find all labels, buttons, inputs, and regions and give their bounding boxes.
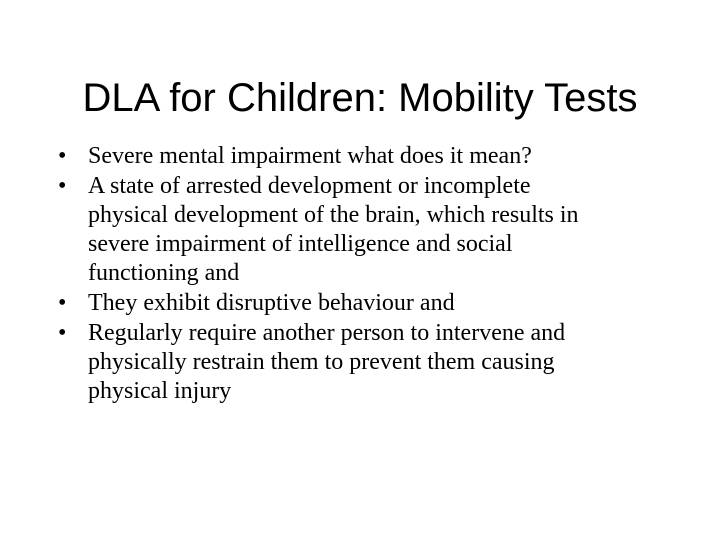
bullet-item	[58, 289, 698, 318]
slide-title: DLA for Children: Mobility Tests	[82, 76, 638, 120]
bullet-item	[58, 172, 698, 288]
bullet-marker: •	[58, 173, 67, 199]
bullet-item	[58, 319, 698, 406]
bullet-item	[58, 142, 698, 171]
bullet-list	[58, 142, 698, 407]
bullet-marker: •	[58, 320, 67, 346]
bullet-text: They exhibit disruptive behaviour and	[88, 290, 455, 316]
bullet-text: Regularly require another person to intervene and physically restrain them to prevent them causing physical injury	[88, 320, 566, 404]
bullet-text: A state of arrested development or incomplete physical development of the brain, which results in severe impairment of intelligence and social functioning and	[88, 173, 579, 286]
bullet-text: Severe mental impairment what does it mean?	[88, 143, 532, 169]
bullet-marker: •	[58, 290, 67, 316]
bullet-marker: •	[58, 143, 67, 169]
